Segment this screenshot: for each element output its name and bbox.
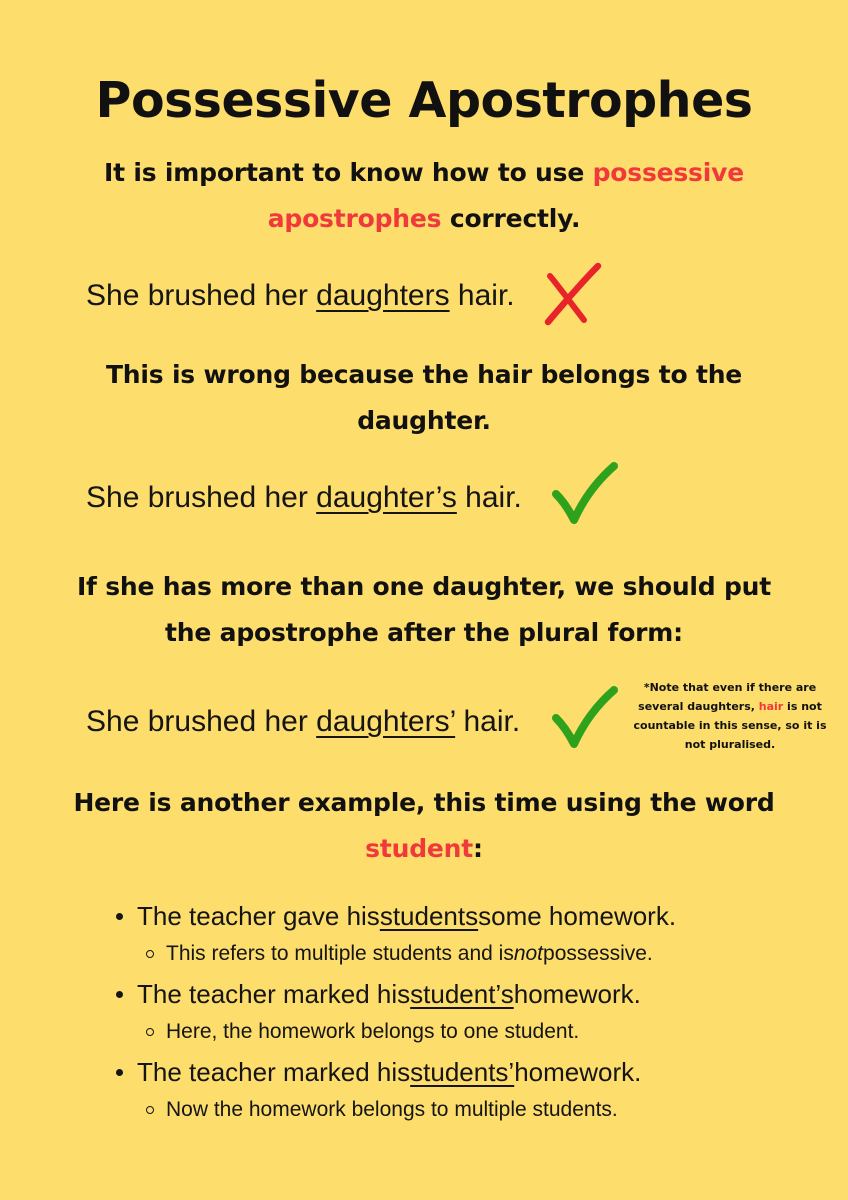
- intro-highlight: possessive apostrophes: [267, 158, 744, 233]
- intro-text-end: correctly.: [441, 204, 581, 233]
- list-item-text: some homework.: [478, 901, 677, 931]
- check-icon: [548, 462, 618, 526]
- sub-bullet-icon: [146, 1106, 154, 1114]
- sentence-text: She brushed her: [86, 279, 317, 312]
- sentence-text: hair.: [456, 481, 522, 514]
- bullet-icon: [116, 913, 123, 920]
- heading-text: :: [473, 834, 483, 863]
- sub-list-item: [110, 1014, 676, 1050]
- cross-icon: [540, 262, 610, 326]
- sentence-text: hair.: [449, 279, 515, 312]
- bullet-icon: [116, 1069, 123, 1076]
- example-sentence-correct-singular: [86, 478, 522, 518]
- underlined-word: students’: [410, 1057, 515, 1087]
- list-item: [110, 1052, 676, 1092]
- footnote: [630, 678, 830, 754]
- underlined-word: daughter’s: [316, 481, 457, 514]
- sub-item-text: possessive.: [543, 942, 653, 965]
- example-intro-heading: [60, 780, 788, 872]
- sentence-text: She brushed her: [86, 705, 317, 738]
- sub-item-italic: not: [513, 942, 544, 965]
- list-item: [110, 974, 676, 1014]
- check-icon: [548, 686, 618, 750]
- sub-item-text: Here, the homework belongs to one student.: [166, 1020, 580, 1043]
- sub-bullet-icon: [146, 1028, 154, 1036]
- note-text: *Note that even if there are several daughters,: [638, 681, 817, 713]
- sub-item-text: Now the homework belongs to multiple students.: [166, 1098, 618, 1121]
- bullet-icon: [116, 991, 123, 998]
- example-sentence-wrong: [86, 276, 515, 316]
- sub-item-text: This refers to multiple students and is: [166, 942, 514, 965]
- page-title: Possessive Apostrophes: [95, 72, 753, 129]
- sentence-text: She brushed her: [86, 481, 317, 514]
- underlined-word: student’s: [410, 979, 514, 1009]
- intro-heading: [60, 150, 788, 242]
- explanation-wrong: This is wrong because the hair belongs to the daughter.: [105, 360, 743, 435]
- note-highlight: hair: [758, 700, 784, 713]
- list-item-text: The teacher marked his: [137, 979, 411, 1009]
- sub-bullet-icon: [146, 950, 154, 958]
- example-sentence-correct-plural: [86, 702, 520, 742]
- list-item: [110, 896, 676, 936]
- sub-list-item: [110, 936, 676, 972]
- intro-text-start: It is important to know how to use: [104, 158, 593, 187]
- sub-list-item: [110, 1092, 676, 1128]
- list-item-text: homework.: [513, 979, 641, 1009]
- list-item-text: The teacher marked his: [137, 1057, 411, 1087]
- example-list: [110, 896, 676, 1130]
- sentence-text: hair.: [455, 705, 521, 738]
- list-item-text: The teacher gave his: [137, 901, 380, 931]
- heading-highlight: student: [365, 834, 474, 863]
- list-item-text: homework.: [514, 1057, 642, 1087]
- note-text: is not countable in this sense, so it is not pluralised.: [633, 700, 827, 751]
- explanation-plural: If she has more than one daughter, we should put the apostrophe after the plural form:: [76, 572, 772, 647]
- heading-text: Here is another example, this time using the word: [73, 788, 775, 817]
- underlined-word: daughters’: [316, 705, 456, 738]
- underlined-word: daughters: [316, 279, 450, 312]
- underlined-word: students: [379, 901, 479, 931]
